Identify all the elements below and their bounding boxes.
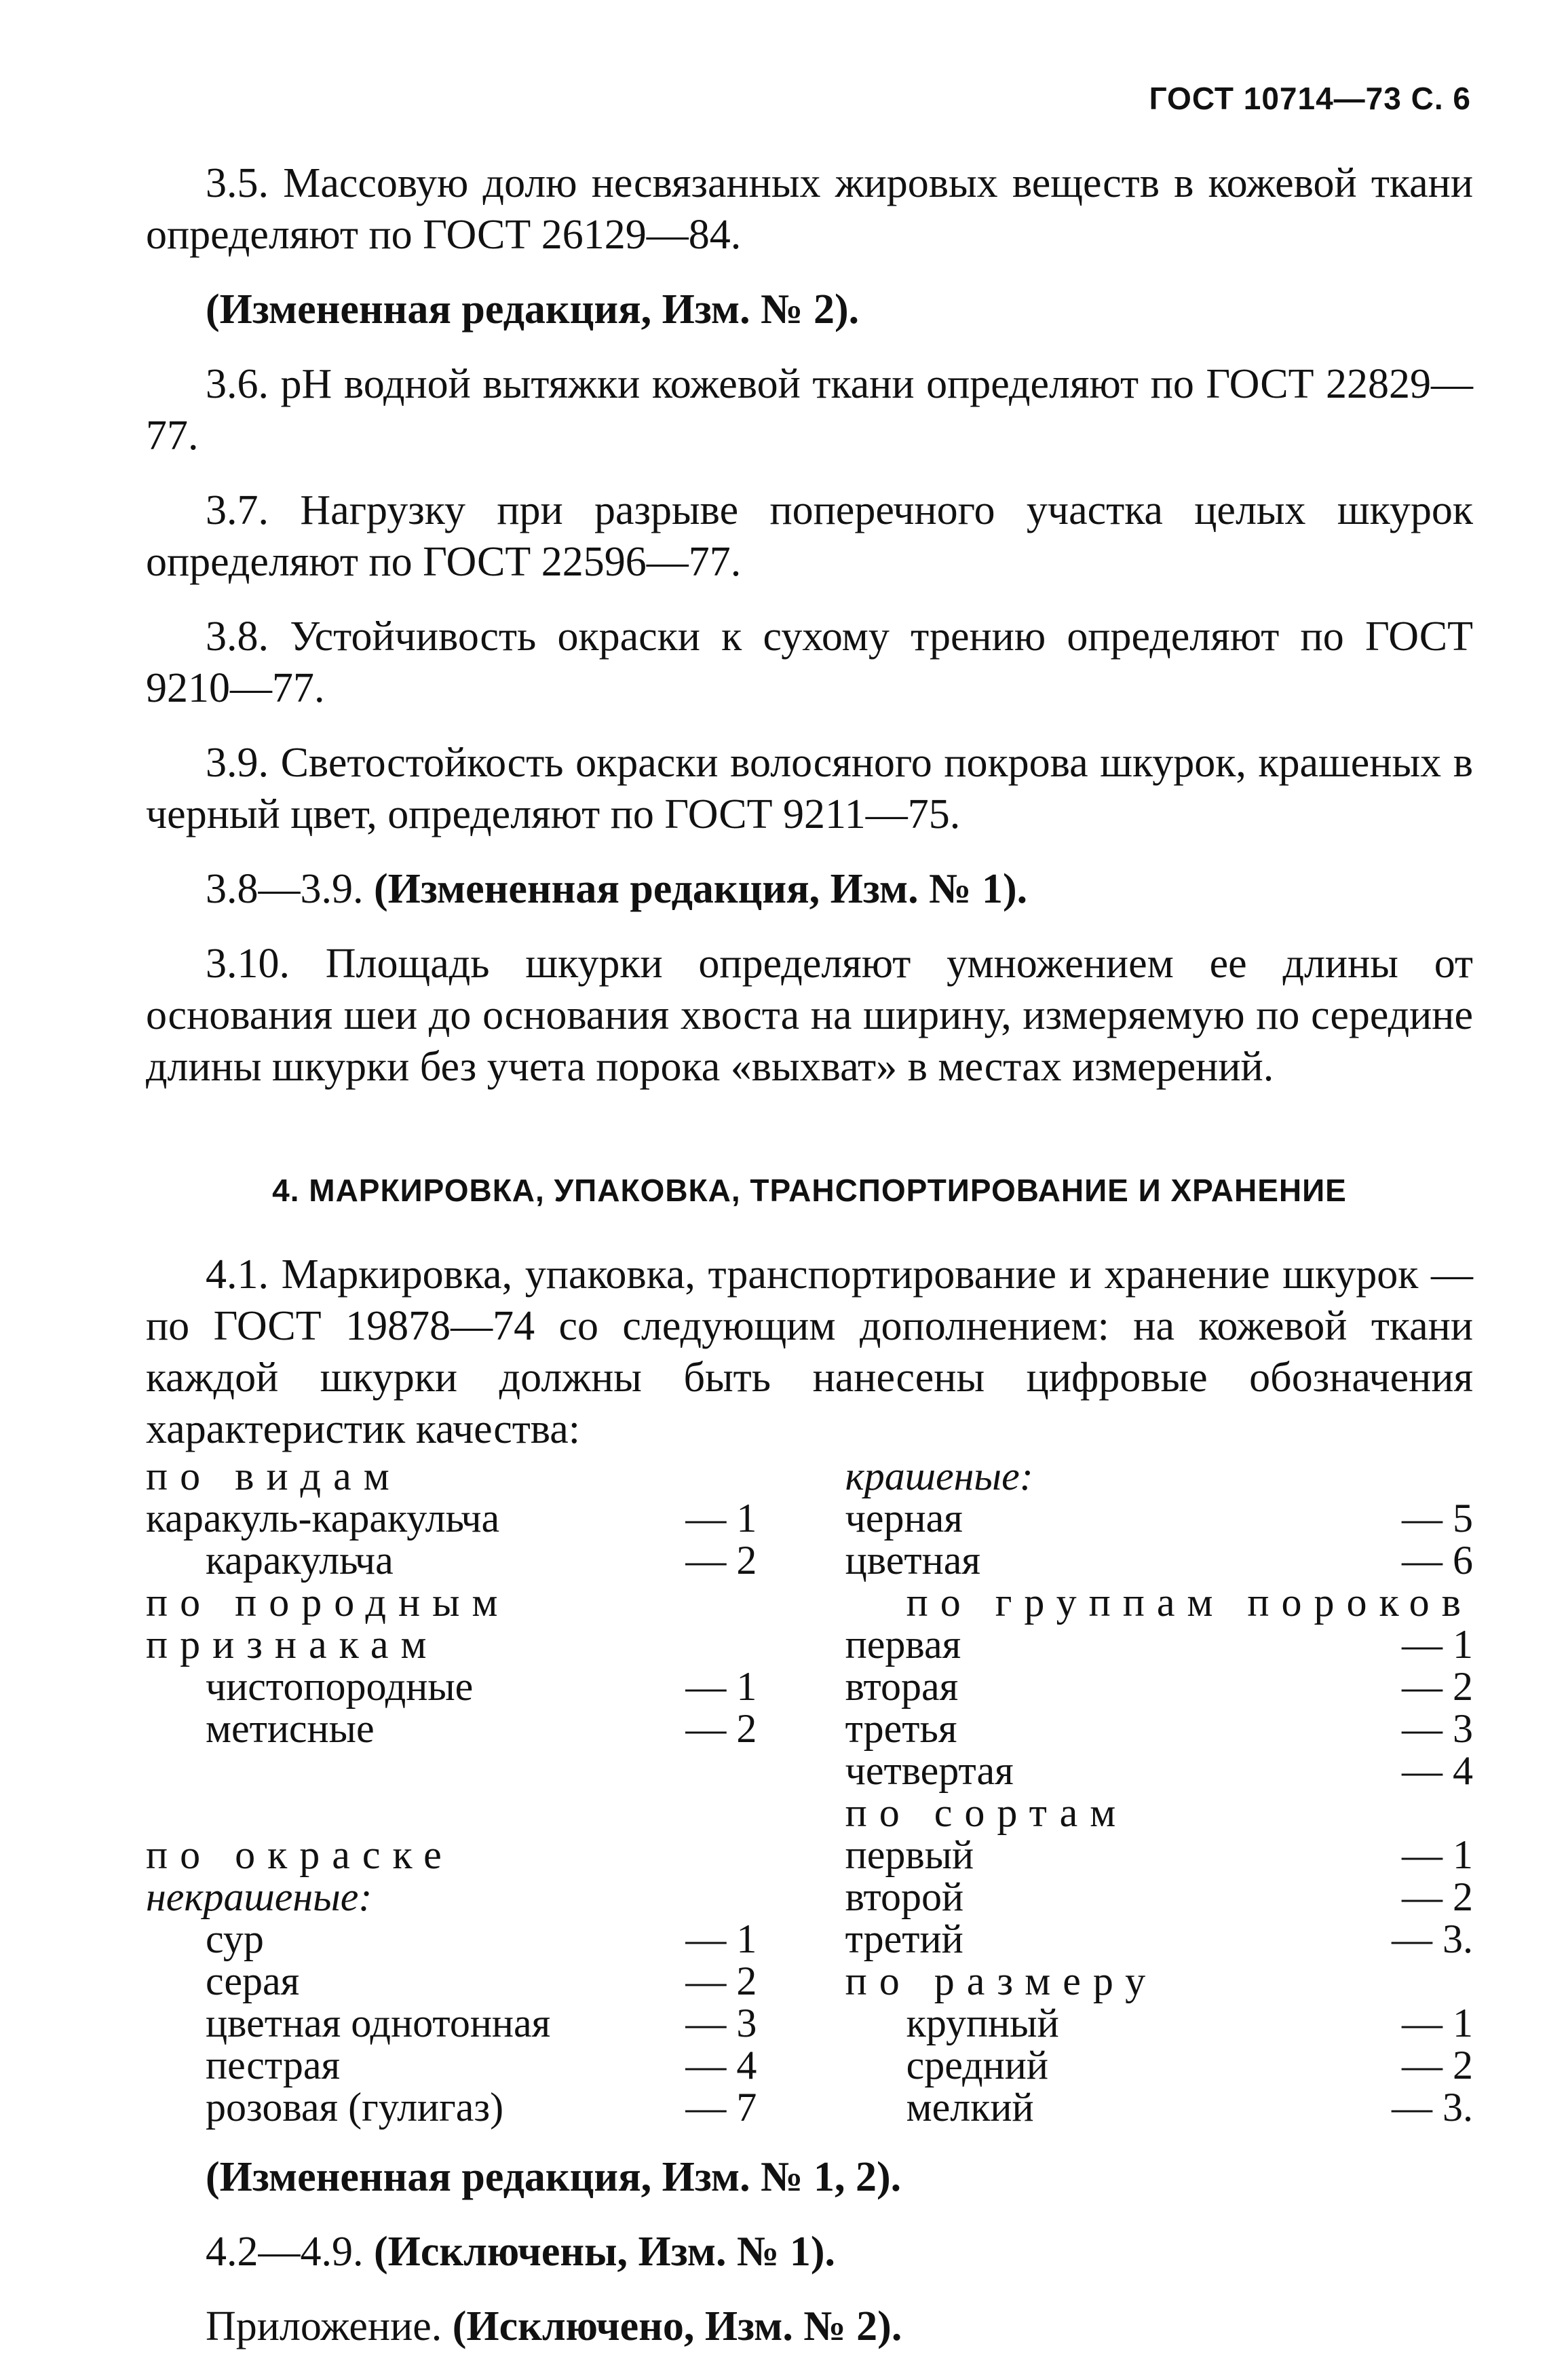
codes-label: признакам (146, 1622, 439, 1667)
codes-item: третья (845, 1706, 957, 1751)
clause-3-8: 3.8. Устойчивость окраски к сухому трению определяют по ГОСТ 9210—77. (146, 613, 1473, 711)
codes-item: цветная однотонная (206, 2001, 551, 2045)
codes-item: метисные (206, 1706, 375, 1751)
codes-value: — 3. (1392, 1916, 1473, 1961)
codes-value: — 3 (685, 2001, 757, 2045)
codes-item: четвертая (845, 1748, 1014, 1793)
codes-item: серая (206, 1959, 300, 2003)
codes-item: каракуль-каракульча (146, 1496, 500, 1541)
table-row (146, 1876, 1473, 1918)
table-row (146, 1455, 1473, 1497)
appendix-text: (Исключено, Изм. № 2). (452, 2303, 902, 2349)
codes-label: по группам пороков (906, 1580, 1473, 1625)
codes-label: некрашеные: (146, 1874, 373, 1919)
clause-prefix: 4.2—4.9. (206, 2229, 364, 2275)
table-row (146, 1539, 1473, 1581)
closing-notes (146, 2151, 1473, 2352)
codes-item: первая (845, 1622, 961, 1667)
page-content (146, 157, 1473, 2352)
codes-value: — 2 (685, 1706, 757, 1751)
codes-value: — 2 (685, 1959, 757, 2003)
codes-label: по размеру (845, 1959, 1158, 2003)
codes-value: — 7 (685, 2085, 757, 2130)
codes-value: — 1 (1402, 1832, 1473, 1877)
clause-text: (Исключены, Изм. № 1). (374, 2229, 835, 2275)
table-row (146, 1581, 1473, 1623)
codes-item: первый (845, 1832, 974, 1877)
section-4-heading: 4. МАРКИРОВКА, УПАКОВКА, ТРАНСПОРТИРОВАНИЕ И ХРАНЕНИЕ (272, 1173, 1347, 1208)
codes-value: — 4 (685, 2043, 757, 2088)
table-row (146, 1834, 1473, 1876)
codes-label: по сортам (845, 1790, 1128, 1835)
codes-value: — 2 (685, 1538, 757, 1583)
codes-item: второй (845, 1874, 964, 1919)
codes-label: крашеные: (845, 1454, 1033, 1498)
clause-3-5: 3.5. Массовую долю несвязанных жировых веществ в кожевой ткани определяют по ГОСТ 26129—84. (146, 160, 1473, 258)
codes-item: вторая (845, 1664, 959, 1709)
page-header: ГОСТ 10714—73 С. 6 (1149, 81, 1471, 116)
appendix-prefix: Приложение. (206, 2303, 442, 2349)
note-prefix: 3.8—3.9. (206, 866, 364, 912)
codes-value: — 3 (1402, 1706, 1473, 1751)
codes-value: — 2 (1402, 1664, 1473, 1709)
codes-label: по породным (146, 1580, 510, 1625)
codes-value: — 1 (685, 1916, 757, 1961)
clause-4-1: 4.1. Маркировка, упаковка, транспортирование и хранение шкурок — по ГОСТ 19878—74 со следующим дополнением: на кожевой ткани каждой шкурки должны быть нанесены цифровые обозначения характеристик качества: (146, 1251, 1473, 1452)
table-row (146, 1497, 1473, 1539)
clause-3-6: 3.6. рН водной вытяжки кожевой ткани определяют по ГОСТ 22829—77. (146, 361, 1473, 459)
codes-value: — 1 (685, 1664, 757, 1709)
table-row (146, 1707, 1473, 1750)
note-text: (Измененная редакция, Изм. № 1). (374, 866, 1028, 912)
codes-label: по окраске (146, 1832, 454, 1877)
codes-item: цветная (845, 1538, 980, 1583)
clause-3-10: 3.10. Площадь шкурки определяют умножением ее длины от основания шеи до основания хвоста на ширину, измеряемую по середине длины шкурки без учета порока «выхват» в местах измерений. (146, 941, 1473, 1090)
table-row (146, 2086, 1473, 2128)
codes-item: мелкий (906, 2085, 1034, 2130)
codes-value: — 3. (1392, 2085, 1473, 2130)
codes-item: средний (906, 2043, 1048, 2088)
table-row (146, 1665, 1473, 1707)
codes-value: — 2 (1402, 2043, 1473, 2088)
appendix-note (146, 2301, 1473, 2352)
table-row (146, 1623, 1473, 1665)
codes-item: черная (845, 1496, 963, 1541)
clause-3-7: 3.7. Нагрузку при разрыве поперечного участка целых шкурок определяют по ГОСТ 22596—77. (146, 487, 1473, 585)
codes-value: — 6 (1402, 1538, 1473, 1583)
codes-value: — 1 (685, 1496, 757, 1541)
table-row (146, 1792, 1473, 1834)
codes-value: — 4 (1402, 1748, 1473, 1793)
clause-3-9: 3.9. Светостойкость окраски волосяного покрова шкурок, крашеных в черный цвет, определяют по ГОСТ 9211—75. (146, 740, 1473, 837)
table-row (146, 1750, 1473, 1792)
codes-label: по видам (146, 1454, 402, 1498)
codes-item: чистопородные (206, 1664, 474, 1709)
codes-item: сур (206, 1916, 264, 1961)
codes-value: — 1 (1402, 2001, 1473, 2045)
table-row (146, 1918, 1473, 1960)
codes-item: пестрая (206, 2043, 341, 2088)
codes-item: розовая (гулигаз) (206, 2085, 504, 2130)
table-row (146, 1960, 1473, 2002)
codes-value: — 2 (1402, 1874, 1473, 1919)
codes-item: крупный (906, 2001, 1059, 2045)
clause-4-2-4-9 (146, 2226, 1473, 2278)
amendment-note-3-8-3-9 (146, 863, 1473, 915)
amendment-note: (Измененная редакция, Изм. № 2). (206, 286, 860, 333)
table-row (146, 2044, 1473, 2086)
amendment-note-4-1: (Измененная редакция, Изм. № 1, 2). (206, 2154, 902, 2200)
codes-item: третий (845, 1916, 963, 1961)
table-row (146, 2002, 1473, 2044)
codes-item: каракульча (206, 1538, 394, 1583)
codes-value: — 5 (1402, 1496, 1473, 1541)
codes-value: — 1 (1402, 1622, 1473, 1667)
quality-codes-table (146, 1455, 1473, 2128)
